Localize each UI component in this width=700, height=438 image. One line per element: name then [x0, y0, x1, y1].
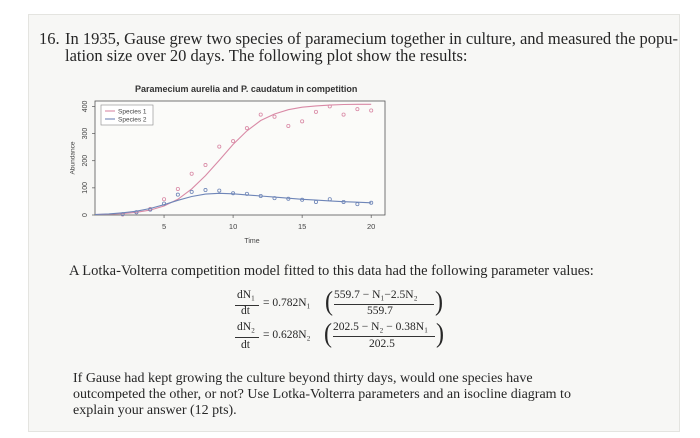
eq1-lhs-numerator: dN₁	[237, 289, 256, 301]
eq1-lhs-denominator: dt	[241, 305, 250, 317]
eq2-numerator: 202.5 − N₂ − 0.38N₁	[333, 321, 429, 333]
eq2-lhs-denominator: dt	[241, 339, 250, 351]
y-axis-label: Abundance	[69, 141, 77, 175]
question-line-2: lation size over 20 days. The following plot show the results:	[65, 46, 468, 65]
y-tick-label: 100	[81, 182, 89, 194]
eq1-left-paren: (	[325, 287, 333, 317]
question-sheet	[28, 14, 680, 432]
y-tick-label: 0	[81, 213, 89, 217]
followup-question	[73, 371, 613, 419]
question-line-1: In 1935, Gause grew two species of paramecium together in culture, and measured the popu-	[65, 29, 679, 48]
x-axis-label: Time	[244, 238, 260, 245]
eq2-left-paren: (	[324, 319, 332, 349]
eq1-coefficient: = 0.782N₁	[263, 297, 311, 309]
y-tick-label: 300	[81, 127, 89, 140]
x-tick-label: 10	[228, 222, 238, 231]
legend-label-2: Species 2	[118, 116, 147, 124]
model-description: A Lotka-Volterra competition model fitted to this data had the following parameter values:	[69, 263, 594, 279]
eq2-right-paren: )	[436, 319, 444, 349]
followup-line-3: explain your answer (12 pts).	[73, 403, 237, 418]
x-tick-label: 20	[367, 222, 376, 231]
followup-line-2: outcompeted the other, or not? Use Lotka-Volterra parameters and an isocline diagram to	[73, 387, 571, 402]
eq1-numerator: 559.7 − N₁−2.5N₂	[334, 289, 418, 301]
x-tick-label: 5	[161, 222, 167, 231]
legend-label-1: Species 1	[118, 108, 147, 116]
x-tick-label: 15	[297, 222, 307, 231]
y-tick-label: 200	[81, 154, 89, 167]
y-tick-label: 400	[81, 100, 89, 113]
eq2-lhs-fraction-bar	[235, 337, 259, 338]
competition-chart	[29, 15, 679, 255]
eq1-right-paren: )	[435, 287, 443, 317]
eq1-denominator: 559.7	[367, 305, 393, 317]
eq2-coefficient: = 0.628N₂	[263, 329, 311, 341]
eq2-denominator: 202.5	[369, 338, 395, 350]
question-number: 16.	[39, 29, 60, 48]
followup-line-1: If Gause had kept growing the culture beyond thirty days, would one species have	[73, 371, 533, 386]
eq2-lhs-numerator: dN₂	[237, 321, 256, 333]
eq2-fraction-bar	[333, 336, 435, 337]
chart-title: Paramecium aurelia and P. caudatum in competition	[135, 84, 358, 94]
